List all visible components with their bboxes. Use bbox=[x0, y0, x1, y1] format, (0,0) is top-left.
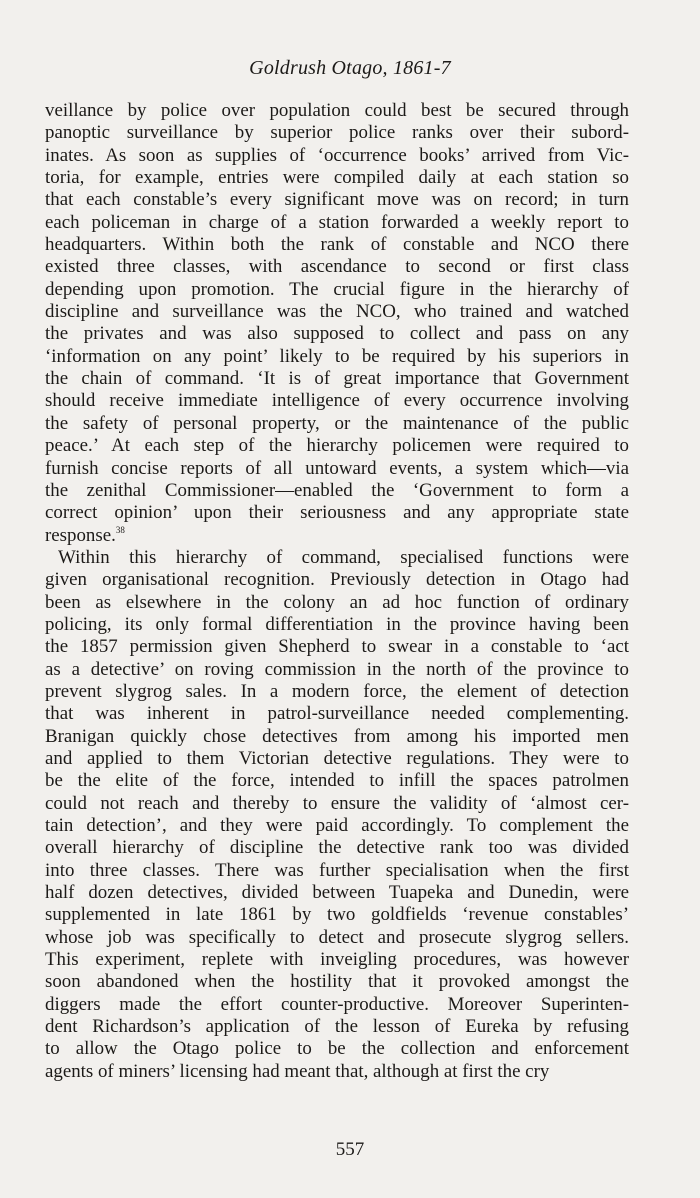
text-line: Within this hierarchy of command, specialised functions were bbox=[58, 546, 629, 568]
text-line: prevent slygrog sales. In a modern force, the element of detection bbox=[45, 680, 629, 702]
text-line: given organisational recognition. Previously detection in Otago had bbox=[45, 569, 629, 591]
text-line: could not reach and thereby to ensure the validity of ‘almost cer- bbox=[45, 792, 629, 814]
body-text bbox=[45, 100, 629, 1083]
text-line: supplemented in late 1861 by two goldfields ‘revenue constables’ bbox=[45, 904, 629, 926]
text-line: to allow the Otago police to be the collection and enforcement bbox=[45, 1038, 629, 1060]
text-line: toria, for example, entries were compiled daily at each station so bbox=[45, 167, 629, 189]
text-line: policing, its only formal differentiation in the province having been bbox=[45, 613, 629, 635]
text-line: the zenithal Commissioner—enabled the ‘Government to form a bbox=[45, 479, 629, 501]
running-head: Goldrush Otago, 1861-7 bbox=[249, 57, 451, 79]
text-line: that each constable’s every significant move was on record; in turn bbox=[45, 189, 629, 211]
text-line: Branigan quickly chose detectives from among his imported men bbox=[45, 725, 629, 747]
text-line: discipline and surveillance was the NCO, who trained and watched bbox=[45, 301, 629, 323]
paragraph bbox=[45, 547, 629, 1083]
text-line: each policeman in charge of a station forwarded a weekly report to bbox=[45, 211, 629, 233]
text-line: half dozen detectives, divided between Tuapeka and Dunedin, were bbox=[45, 882, 629, 904]
text-line: tain detection’, and they were paid accordingly. To complement the bbox=[45, 815, 629, 836]
paragraph bbox=[45, 100, 629, 547]
text-line: peace.’ At each step of the hierarchy policemen were required to bbox=[45, 435, 629, 457]
text-line: inates. As soon as supplies of ‘occurrence books’ arrived from Vic- bbox=[45, 144, 629, 166]
text-line: into three classes. There was further specialisation when the first bbox=[45, 859, 629, 881]
text-line: panoptic surveillance by superior police ranks over their subord- bbox=[45, 122, 629, 144]
text-line: This experiment, replete with inveigling procedures, was however bbox=[45, 949, 629, 971]
text-line: as a detective’ on roving commission in the north of the province to bbox=[45, 658, 629, 680]
text-line: the privates and was also supposed to collect and pass on any bbox=[45, 323, 629, 345]
text-line: diggers made the effort counter-productive. Moreover Superinten- bbox=[45, 993, 629, 1015]
text-line: the 1857 permission given Shepherd to swear in a constable to ‘act bbox=[45, 636, 629, 658]
text-line: be the elite of the force, intended to infill the spaces patrolmen bbox=[45, 770, 629, 792]
text-line: agents of miners’ licensing had meant that, although at first the cry bbox=[45, 1060, 550, 1082]
page-number: 557 bbox=[335, 1139, 365, 1160]
text-line: that was inherent in patrol-surveillance needed complementing. bbox=[45, 703, 629, 725]
text-line: response.$^{38}$ bbox=[45, 524, 125, 546]
text-line: soon abandoned when the hostility that it provoked amongst the bbox=[45, 971, 629, 993]
text-line: should receive immediate intelligence of every occurrence involving bbox=[45, 390, 629, 412]
text-line: and applied to them Victorian detective regulations. They were to bbox=[45, 747, 629, 769]
text-line: headquarters. Within both the rank of constable and NCO there bbox=[45, 234, 629, 256]
footnote-ref: 38 bbox=[115, 524, 125, 535]
text-line: dent Richardson’s application of the lesson of Eureka by refusing bbox=[45, 1016, 629, 1038]
text-line: the safety of personal property, or the maintenance of the public bbox=[45, 412, 629, 434]
text-line: correct opinion’ upon their seriousness and any appropriate state bbox=[45, 502, 629, 524]
text-line: existed three classes, with ascendance to second or first class bbox=[45, 256, 629, 278]
text-line: furnish concise reports of all untoward events, a system which—via bbox=[45, 457, 629, 479]
text-line: overall hierarchy of discipline the detective rank too was divided bbox=[45, 837, 629, 859]
text-line: ‘information on any point’ likely to be required by his superiors in bbox=[45, 345, 629, 367]
text-line: been as elsewhere in the colony an ad hoc function of ordinary bbox=[45, 591, 629, 613]
text-line: depending upon promotion. The crucial figure in the hierarchy of bbox=[45, 278, 629, 300]
text-line: the chain of command. ‘It is of great importance that Government bbox=[45, 368, 629, 390]
text-line: whose job was specifically to detect and prosecute slygrog sellers. bbox=[45, 926, 629, 948]
text-line: veillance by police over population could best be secured through bbox=[45, 100, 629, 121]
